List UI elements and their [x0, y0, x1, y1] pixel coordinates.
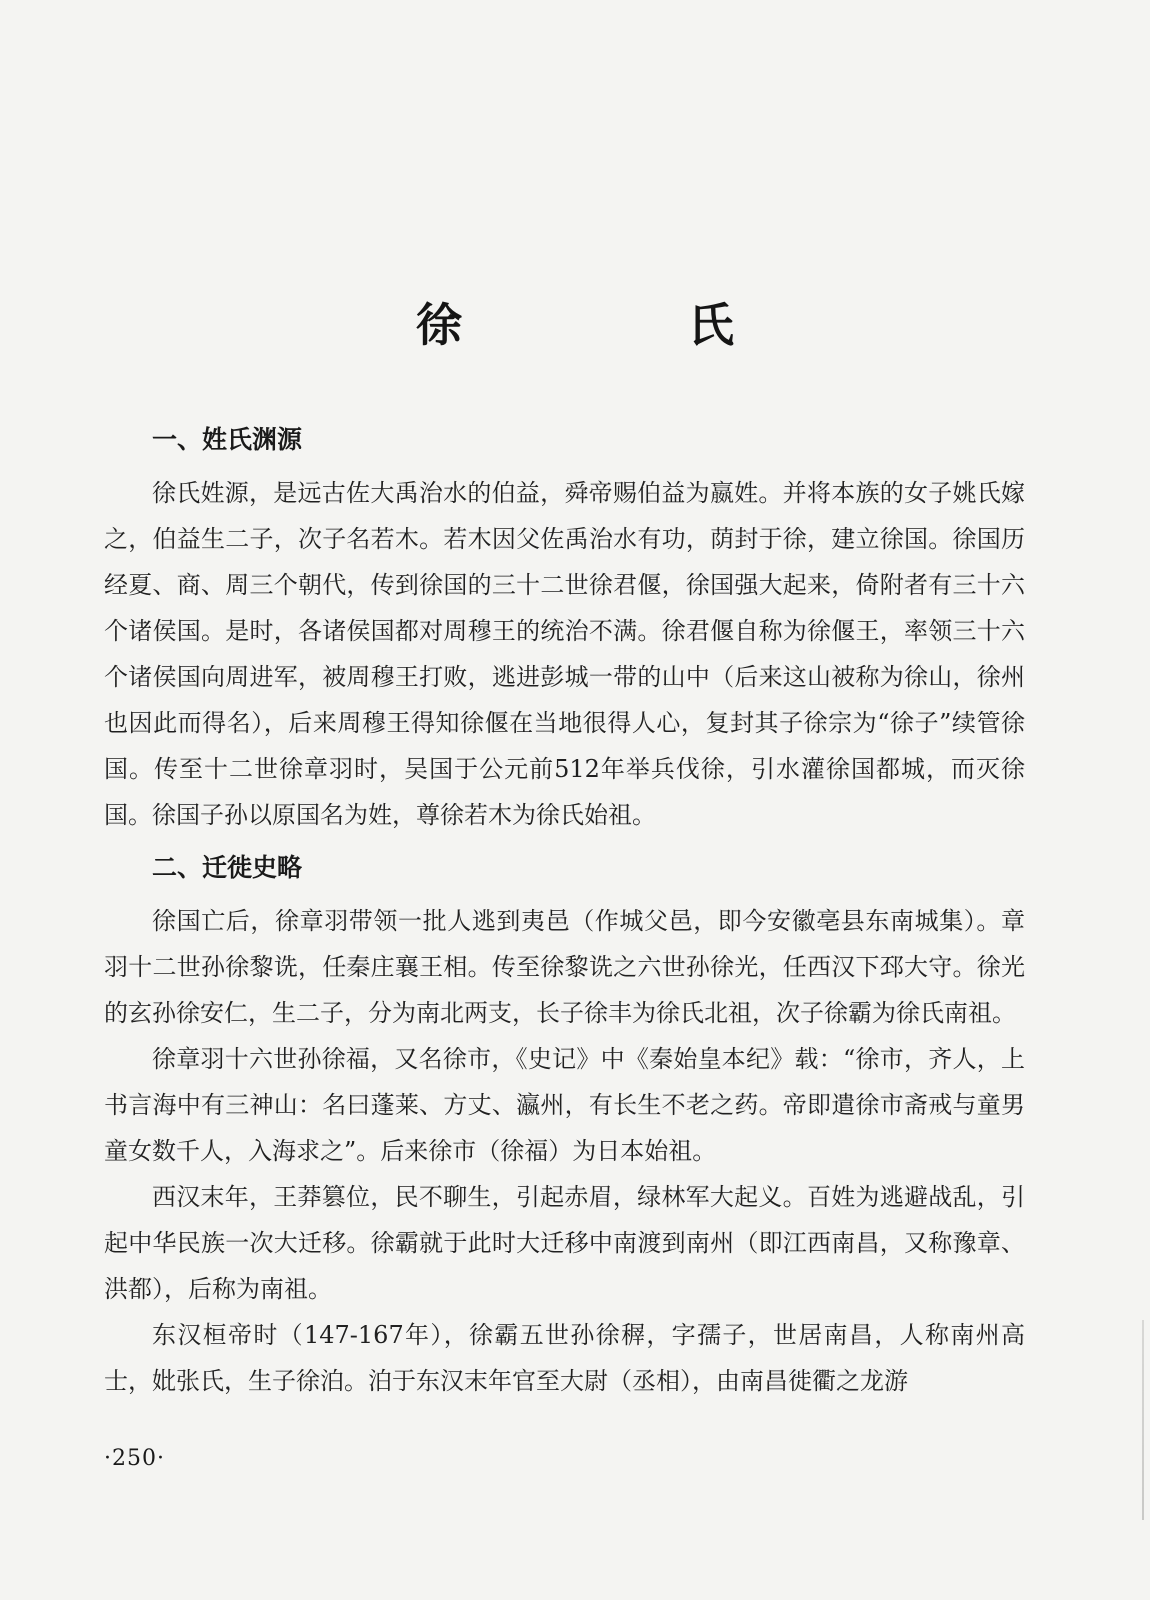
paragraph: 徐国亡后，徐章羽带领一批人逃到夷邑（作城父邑，即今安徽亳县东南城集）。章羽十二世孙徐黎诜，任秦庄襄王相。传至徐黎诜之六世孙徐光，任西汉下邳大守。徐光的玄孙徐安仁，生二子，分为南北两支，长子徐丰为徐氏北祖，次子徐霸为徐氏南祖。	[104, 907, 1025, 1027]
paragraph: 徐氏姓源，是远古佐大禹治水的伯益，舜帝赐伯益为嬴姓。并将本族的女子姚氏嫁之，伯益生二子，次子名若木。若木因父佐禹治水有功，荫封于徐，建立徐国。徐国历经夏、商、周三个朝代，传到徐国的三十二世徐君偃，徐国强大起来，倚附者有三十六个诸侯国。是时，各诸侯国都对周穆王的统治不满。徐君偃自称为徐偃王，率领三十六个诸侯国向周进军，被周穆王打败，逃进彭城一带的山中（后来这山被称为徐山，徐州也因此而得名），后来周穆王得知徐偃在当地很得人心，复封其子徐宗为“徐子”续管徐国。传至十二世徐章羽时，吴国于公元前512年举兵伐徐，引水灌徐国都城，而灭徐国。徐国子孙以原国名为姓，尊徐若木为徐氏始祖。	[104, 479, 1025, 829]
paragraph: 徐章羽十六世孙徐福，又名徐市，《史记》中《秦始皇本纪》载：“徐市，齐人，上书言海中有三神山：名曰蓬莱、方丈、瀛州，有长生不老之药。帝即遣徐市斋戒与童男童女数千人，入海求之”。后来徐市（徐福）为日本始祖。	[104, 1045, 1025, 1165]
paragraph: 东汉桓帝时（147-167年），徐霸五世孙徐稺，字孺子，世居南昌，人称南州高士，妣张氏，生子徐泊。泊于东汉末年官至大尉（丞相），由南昌徙衢之龙游	[104, 1321, 1025, 1395]
main-content	[104, 422, 1025, 1404]
page-number: ·250·	[104, 1446, 165, 1471]
section-surname-origin	[104, 422, 1025, 838]
paragraph: 西汉末年，王莽篡位，民不聊生，引起赤眉，绿林军大起义。百姓为逃避战乱，引起中华民族一次大迁移。徐霸就于此时大迁移中南渡到南州（即江西南昌，又称豫章、洪都），后称为南祖。	[104, 1183, 1025, 1303]
page-title: 徐 氏	[416, 297, 824, 352]
scan-edge-mark	[1142, 1320, 1144, 1520]
section-heading-migration: 二、迁徙史略	[152, 853, 303, 882]
section-heading-origin: 一、姓氏渊源	[152, 425, 303, 454]
section-migration-history	[104, 850, 1025, 1404]
